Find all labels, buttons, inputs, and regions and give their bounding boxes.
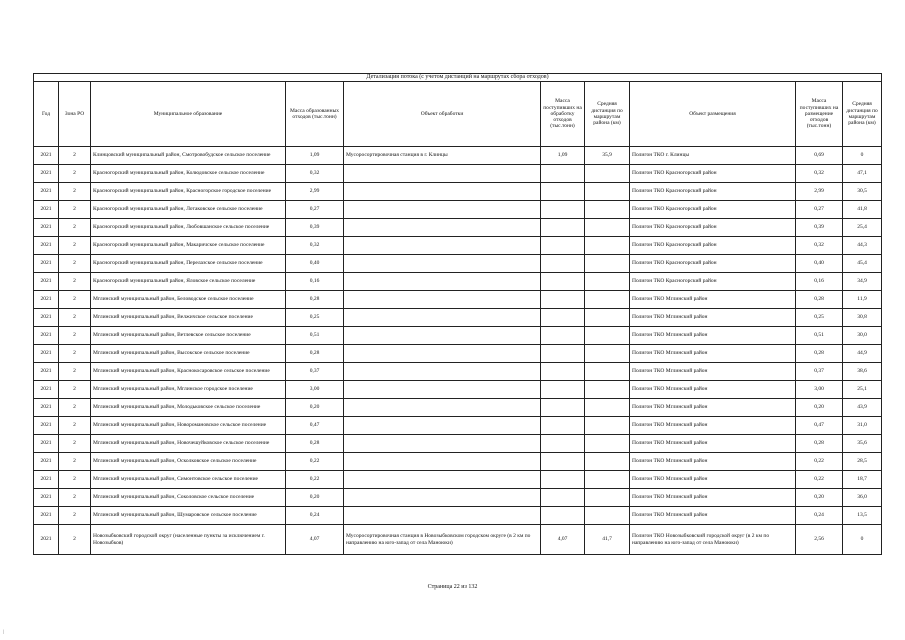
cell-mass-generated: 0,32	[286, 165, 344, 183]
cell-placement-object: Полигон ТКО Красногорский район	[630, 273, 796, 291]
cell-mass-generated: 0,37	[286, 363, 344, 381]
cell-mass-generated: 0,32	[286, 237, 344, 255]
cell-zone: 2	[59, 381, 91, 399]
cell-municipality: Мглинский муниципальный район, Симонтовское сельское поселение	[91, 471, 286, 489]
cell-avg-distance-placement: 0	[843, 525, 882, 555]
cell-year: 2021	[34, 489, 59, 507]
cell-mass-to-processing	[541, 345, 585, 363]
cell-mass-to-processing	[541, 219, 585, 237]
cell-mass-to-processing	[541, 327, 585, 345]
cell-mass-to-processing	[541, 363, 585, 381]
cell-year: 2021	[34, 255, 59, 273]
cell-municipality: Мглинский муниципальный район, Ветлевское сельское поселение	[91, 327, 286, 345]
cell-year: 2021	[34, 417, 59, 435]
cell-mass-to-processing	[541, 255, 585, 273]
cell-mass-generated: 0,25	[286, 309, 344, 327]
table-row	[34, 363, 882, 381]
cell-zone: 2	[59, 201, 91, 219]
cell-mass-to-placement: 0,69	[796, 147, 843, 165]
cell-mass-generated: 0,39	[286, 219, 344, 237]
col-placement-object: Объект размещения	[630, 82, 796, 147]
cell-mass-to-processing	[541, 237, 585, 255]
cell-zone: 2	[59, 507, 91, 525]
cell-processing-object: Мусоросортировочная станция в г. Клинцы	[344, 147, 541, 165]
cell-mass-generated: 4,07	[286, 525, 344, 555]
table-row	[34, 201, 882, 219]
cell-year: 2021	[34, 435, 59, 453]
cell-zone: 2	[59, 291, 91, 309]
cell-mass-to-processing	[541, 165, 585, 183]
cell-avg-distance-processing	[585, 381, 630, 399]
cell-placement-object: Полигон ТКО Мглинский район	[630, 327, 796, 345]
table-row	[34, 219, 882, 237]
waste-flow-table	[33, 73, 882, 555]
cell-zone: 2	[59, 471, 91, 489]
cell-zone: 2	[59, 237, 91, 255]
cell-municipality: Мглинский муниципальный район, Велжичское сельское поселение	[91, 309, 286, 327]
cell-avg-distance-placement: 47,1	[843, 165, 882, 183]
cell-avg-distance-placement: 30,8	[843, 309, 882, 327]
cell-mass-generated: 0,24	[286, 507, 344, 525]
cell-avg-distance-placement: 41,8	[843, 201, 882, 219]
cell-avg-distance-placement: 44,3	[843, 237, 882, 255]
cell-mass-to-placement: 0,20	[796, 399, 843, 417]
cell-mass-generated: 0,22	[286, 471, 344, 489]
cell-mass-to-placement: 0,22	[796, 453, 843, 471]
cell-mass-to-processing	[541, 471, 585, 489]
cell-mass-to-processing: 1,09	[541, 147, 585, 165]
cell-avg-distance-placement: 30,5	[843, 183, 882, 201]
cell-avg-distance-placement: 44,9	[843, 345, 882, 363]
cell-municipality: Мглинский муниципальный район, Шумаровское сельское поселение	[91, 507, 286, 525]
cell-placement-object: Полигон ТКО Мглинский район	[630, 363, 796, 381]
cell-placement-object: Полигон ТКО Мглинский район	[630, 291, 796, 309]
cell-avg-distance-processing	[585, 453, 630, 471]
cell-zone: 2	[59, 165, 91, 183]
cell-mass-to-processing	[541, 507, 585, 525]
cell-mass-to-processing	[541, 309, 585, 327]
cell-avg-distance-placement: 0	[843, 147, 882, 165]
table-row	[34, 147, 882, 165]
table-row	[34, 435, 882, 453]
cell-mass-generated: 0,16	[286, 273, 344, 291]
cell-year: 2021	[34, 327, 59, 345]
cell-mass-to-placement: 0,28	[796, 291, 843, 309]
cell-year: 2021	[34, 525, 59, 555]
cell-mass-generated: 0,22	[286, 453, 344, 471]
cell-processing-object	[344, 507, 541, 525]
cell-placement-object: Полигон ТКО Красногорский район	[630, 219, 796, 237]
cell-year: 2021	[34, 219, 59, 237]
cell-zone: 2	[59, 417, 91, 435]
cell-mass-to-processing	[541, 417, 585, 435]
cell-placement-object: Полигон ТКО Мглинский район	[630, 471, 796, 489]
col-avg-distance-processing: Средняя дистанция по маршрутам района (км)	[585, 82, 630, 147]
cell-mass-generated: 0,51	[286, 327, 344, 345]
cell-processing-object	[344, 453, 541, 471]
cell-mass-to-placement: 0,39	[796, 219, 843, 237]
cell-placement-object: Полигон ТКО Красногорский район	[630, 183, 796, 201]
cell-avg-distance-processing	[585, 273, 630, 291]
cell-mass-to-processing: 4,07	[541, 525, 585, 555]
table-row	[34, 345, 882, 363]
cell-placement-object: Полигон ТКО Мглинский район	[630, 417, 796, 435]
cell-avg-distance-placement: 43,9	[843, 399, 882, 417]
cell-year: 2021	[34, 165, 59, 183]
cell-placement-object: Полигон ТКО Красногорский район	[630, 165, 796, 183]
cell-mass-generated: 0,27	[286, 201, 344, 219]
cell-placement-object: Полигон ТКО Мглинский район	[630, 507, 796, 525]
cell-mass-to-processing	[541, 381, 585, 399]
cell-avg-distance-placement: 25,4	[843, 219, 882, 237]
cell-avg-distance-processing	[585, 219, 630, 237]
cell-mass-to-placement: 0,51	[796, 327, 843, 345]
cell-avg-distance-processing	[585, 471, 630, 489]
cell-processing-object	[344, 291, 541, 309]
cell-placement-object: Полигон ТКО Мглинский район	[630, 489, 796, 507]
cell-placement-object: Полигон ТКО г. Клинцы	[630, 147, 796, 165]
table-row	[34, 255, 882, 273]
table-row	[34, 417, 882, 435]
cell-zone: 2	[59, 327, 91, 345]
cell-year: 2021	[34, 201, 59, 219]
col-zone: Зона РО	[59, 82, 91, 147]
cell-processing-object	[344, 183, 541, 201]
table-row	[34, 327, 882, 345]
cell-zone: 2	[59, 399, 91, 417]
cell-year: 2021	[34, 147, 59, 165]
cell-avg-distance-placement: 11,9	[843, 291, 882, 309]
cell-municipality: Красногорский муниципальный район, Макаричское сельское поселение	[91, 237, 286, 255]
cell-mass-to-placement: 0,28	[796, 435, 843, 453]
cell-avg-distance-processing: 35,9	[585, 147, 630, 165]
cell-processing-object	[344, 345, 541, 363]
table-row	[34, 237, 882, 255]
cell-mass-to-placement: 0,32	[796, 237, 843, 255]
cell-mass-to-placement: 0,40	[796, 255, 843, 273]
cell-avg-distance-processing: 41,7	[585, 525, 630, 555]
cell-avg-distance-placement: 28,5	[843, 453, 882, 471]
cell-placement-object: Полигон ТКО Мглинский район	[630, 309, 796, 327]
cell-year: 2021	[34, 183, 59, 201]
cell-zone: 2	[59, 309, 91, 327]
cell-year: 2021	[34, 399, 59, 417]
cell-placement-object: Полигон ТКО Мглинский район	[630, 453, 796, 471]
table-body	[34, 147, 882, 555]
cell-processing-object	[344, 435, 541, 453]
cell-processing-object	[344, 273, 541, 291]
cell-avg-distance-processing	[585, 363, 630, 381]
cell-mass-to-placement: 0,25	[796, 309, 843, 327]
cell-mass-generated: 0,40	[286, 255, 344, 273]
cell-zone: 2	[59, 489, 91, 507]
cell-avg-distance-placement: 30,0	[843, 327, 882, 345]
cell-mass-to-placement: 0,24	[796, 507, 843, 525]
cell-processing-object	[344, 237, 541, 255]
cell-year: 2021	[34, 291, 59, 309]
table-row	[34, 471, 882, 489]
cell-placement-object: Полигон ТКО Мглинский район	[630, 435, 796, 453]
table-row	[34, 309, 882, 327]
cell-year: 2021	[34, 363, 59, 381]
cell-zone: 2	[59, 255, 91, 273]
cell-avg-distance-processing	[585, 399, 630, 417]
cell-placement-object: Полигон ТКО Красногорский район	[630, 237, 796, 255]
cell-zone: 2	[59, 453, 91, 471]
cell-municipality: Мглинский муниципальный район, Беловодское сельское поселение	[91, 291, 286, 309]
cell-avg-distance-placement: 31,0	[843, 417, 882, 435]
cell-processing-object	[344, 219, 541, 237]
cell-municipality: Красногорский муниципальный район, Яловское сельское поселение	[91, 273, 286, 291]
cell-municipality: Мглинский муниципальный район, Краснокосаровское сельское поселение	[91, 363, 286, 381]
cell-year: 2021	[34, 381, 59, 399]
cell-mass-to-placement: 0,47	[796, 417, 843, 435]
cell-municipality: Мглинский муниципальный район, Новочешуйковское сельское поселение	[91, 435, 286, 453]
cell-placement-object: Полигон ТКО Красногорский район	[630, 255, 796, 273]
cell-mass-generated: 0,47	[286, 417, 344, 435]
cell-avg-distance-placement: 38,6	[843, 363, 882, 381]
col-mass-generated: Масса образованных отходов (тыс.тонн)	[286, 82, 344, 147]
cell-placement-object: Полигон ТКО Красногорский район	[630, 201, 796, 219]
cell-avg-distance-placement: 35,6	[843, 435, 882, 453]
cell-placement-object: Полигон ТКО Мглинский район	[630, 345, 796, 363]
cell-mass-generated: 0,20	[286, 399, 344, 417]
cell-avg-distance-placement: 18,7	[843, 471, 882, 489]
col-processing-object: Объект обработки	[344, 82, 541, 147]
cell-municipality: Красногорский муниципальный район, Лотаковское сельское поселение	[91, 201, 286, 219]
cell-mass-generated: 1,09	[286, 147, 344, 165]
cell-avg-distance-processing	[585, 165, 630, 183]
cell-zone: 2	[59, 345, 91, 363]
corner-mark: |	[3, 630, 5, 635]
cell-zone: 2	[59, 273, 91, 291]
cell-mass-to-processing	[541, 183, 585, 201]
table-row	[34, 489, 882, 507]
cell-mass-to-processing	[541, 291, 585, 309]
cell-mass-to-processing	[541, 201, 585, 219]
cell-municipality: Мглинский муниципальный район, Осколковское сельское поселение	[91, 453, 286, 471]
cell-avg-distance-processing	[585, 417, 630, 435]
cell-mass-generated: 2,99	[286, 183, 344, 201]
cell-mass-to-processing	[541, 435, 585, 453]
cell-processing-object: Мусоросортировочная станция в Новозыбковском городском округе (в 2 км по направлению на юго-запад от села Маноюки)	[344, 525, 541, 555]
cell-mass-to-placement: 3,00	[796, 381, 843, 399]
cell-avg-distance-processing	[585, 345, 630, 363]
cell-mass-to-placement: 0,32	[796, 165, 843, 183]
cell-year: 2021	[34, 453, 59, 471]
table-row	[34, 273, 882, 291]
table-row	[34, 183, 882, 201]
table-row	[34, 165, 882, 183]
cell-year: 2021	[34, 345, 59, 363]
cell-processing-object	[344, 489, 541, 507]
cell-zone: 2	[59, 363, 91, 381]
cell-processing-object	[344, 363, 541, 381]
col-mass-to-placement: Масса поступивших на размещение отходов (тыс.тонн)	[796, 82, 843, 147]
cell-processing-object	[344, 309, 541, 327]
cell-mass-to-processing	[541, 399, 585, 417]
cell-year: 2021	[34, 507, 59, 525]
cell-year: 2021	[34, 237, 59, 255]
table-row	[34, 381, 882, 399]
cell-avg-distance-placement: 45,4	[843, 255, 882, 273]
cell-processing-object	[344, 471, 541, 489]
cell-mass-to-processing	[541, 489, 585, 507]
col-year: Год	[34, 82, 59, 147]
cell-placement-object: Полигон ТКО Мглинский район	[630, 381, 796, 399]
cell-year: 2021	[34, 471, 59, 489]
cell-processing-object	[344, 201, 541, 219]
cell-mass-generated: 0,28	[286, 345, 344, 363]
cell-mass-to-placement: 0,22	[796, 471, 843, 489]
cell-placement-object: Полигон ТКО Новозыбковский городской округ (в 2 км по направлению на юго-запад от села Маноюки)	[630, 525, 796, 555]
cell-avg-distance-processing	[585, 435, 630, 453]
cell-avg-distance-processing	[585, 183, 630, 201]
cell-avg-distance-processing	[585, 291, 630, 309]
cell-avg-distance-processing	[585, 507, 630, 525]
col-mass-to-processing: Масса поступивших на обработку отходов (тыс.тонн)	[541, 82, 585, 147]
cell-mass-to-placement: 0,16	[796, 273, 843, 291]
cell-processing-object	[344, 399, 541, 417]
cell-avg-distance-placement: 36,0	[843, 489, 882, 507]
page-number: Страница 22 из 132	[427, 584, 478, 590]
cell-mass-generated: 3,00	[286, 381, 344, 399]
cell-mass-generated: 0,28	[286, 435, 344, 453]
table-row	[34, 399, 882, 417]
cell-avg-distance-placement: 34,9	[843, 273, 882, 291]
cell-mass-to-placement: 0,37	[796, 363, 843, 381]
cell-municipality: Красногорский муниципальный район, Перелазское сельское поселение	[91, 255, 286, 273]
cell-municipality: Новозыбковский городской округ (населенные пункты за исключением г. Новозыбков)	[91, 525, 286, 555]
cell-municipality: Мглинский муниципальный район, Соколовское сельское поселение	[91, 489, 286, 507]
cell-municipality: Мглинский муниципальный район, Высокское сельское поселение	[91, 345, 286, 363]
cell-avg-distance-processing	[585, 201, 630, 219]
cell-municipality: Клинцовский муниципальный район, Смотровобудское сельское поселение	[91, 147, 286, 165]
cell-processing-object	[344, 381, 541, 399]
cell-mass-to-processing	[541, 453, 585, 471]
cell-zone: 2	[59, 525, 91, 555]
cell-municipality: Мглинский муниципальный район, Мглинское городское поселение	[91, 381, 286, 399]
cell-mass-to-placement: 2,56	[796, 525, 843, 555]
table-row	[34, 525, 882, 555]
cell-processing-object	[344, 417, 541, 435]
cell-mass-generated: 0,28	[286, 291, 344, 309]
cell-processing-object	[344, 327, 541, 345]
cell-mass-to-placement: 0,20	[796, 489, 843, 507]
cell-processing-object	[344, 165, 541, 183]
cell-avg-distance-processing	[585, 489, 630, 507]
col-avg-distance-placement: Средняя дистанция по маршрутам района (км)	[843, 82, 882, 147]
cell-mass-to-placement: 2,99	[796, 183, 843, 201]
cell-avg-distance-placement: 13,5	[843, 507, 882, 525]
cell-mass-to-placement: 0,27	[796, 201, 843, 219]
cell-avg-distance-processing	[585, 237, 630, 255]
col-municipality: Муниципальное образование	[91, 82, 286, 147]
table-row	[34, 453, 882, 471]
cell-year: 2021	[34, 273, 59, 291]
cell-placement-object: Полигон ТКО Мглинский район	[630, 399, 796, 417]
cell-municipality: Мглинский муниципальный район, Новоромановское сельское поселение	[91, 417, 286, 435]
cell-zone: 2	[59, 183, 91, 201]
cell-year: 2021	[34, 309, 59, 327]
cell-processing-object	[344, 255, 541, 273]
cell-zone: 2	[59, 147, 91, 165]
cell-mass-to-processing	[541, 273, 585, 291]
cell-avg-distance-processing	[585, 255, 630, 273]
cell-zone: 2	[59, 219, 91, 237]
cell-zone: 2	[59, 435, 91, 453]
cell-municipality: Мглинский муниципальный район, Молодьковское сельское поселение	[91, 399, 286, 417]
cell-avg-distance-processing	[585, 327, 630, 345]
table-row	[34, 291, 882, 309]
cell-mass-to-placement: 0,28	[796, 345, 843, 363]
cell-avg-distance-processing	[585, 309, 630, 327]
table-caption: Детализация потока (с учетом дистанций на маршрутах сбора отходов)	[34, 74, 882, 82]
cell-municipality: Красногорский муниципальный район, Красногорское городское поселение	[91, 183, 286, 201]
cell-mass-generated: 0,20	[286, 489, 344, 507]
table-row	[34, 507, 882, 525]
cell-municipality: Красногорский муниципальный район, Любовшанское сельское поселение	[91, 219, 286, 237]
cell-avg-distance-placement: 25,1	[843, 381, 882, 399]
cell-municipality: Красногорский муниципальный район, Колюдовское сельское поселение	[91, 165, 286, 183]
